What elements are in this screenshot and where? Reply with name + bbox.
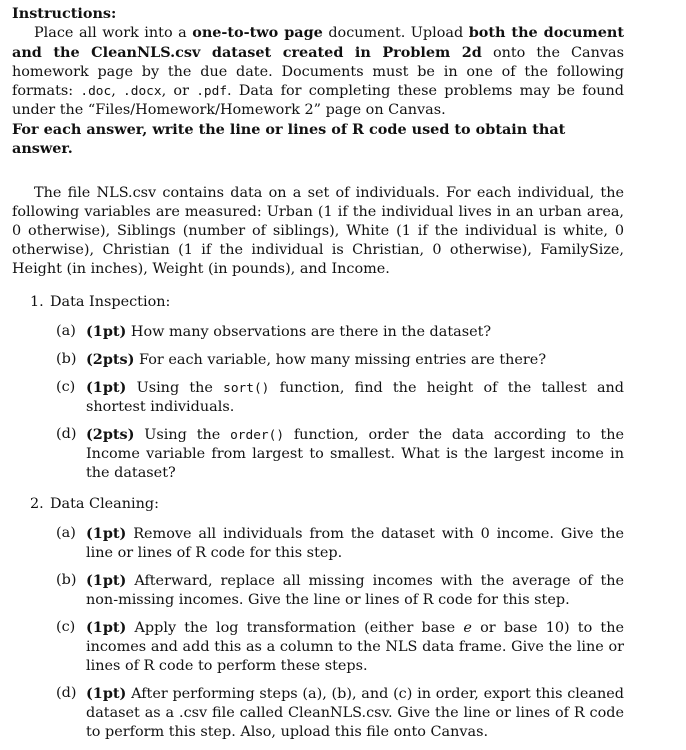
question-text: function, order the data according to the Income variable from largest to smallest. What is the largest income in the dataset? [86,427,625,482]
subproblem-list [30,322,624,483]
section-number: 2. [30,496,44,513]
points-label: (1pt) [86,379,127,397]
document-page [12,4,624,750]
section-title [30,293,624,312]
subproblem-text [86,425,624,483]
points-label: (1pt) [86,525,127,543]
subproblem-letter: (a) [56,525,76,542]
subproblem-text [86,524,624,563]
text-run: , [111,83,124,99]
subproblem-text [86,322,624,342]
question-text: Using the [144,427,231,444]
code-function: sort() [223,381,270,397]
points-label: (2pts) [86,426,135,444]
points-label: (2pts) [86,351,135,369]
subproblem-text [86,350,624,370]
question-text: Apply the log transformation (either base [134,620,464,637]
problem-list [12,293,624,742]
bold-run: one-to-two page [192,24,323,41]
format-pdf: .pdf [196,84,228,99]
subproblem [56,618,624,676]
section-heading: Data Inspection: [50,294,171,311]
question-text: How many observations are there in the dataset? [130,324,492,341]
text-run: onto the Canvas homework page by the due date. Documents must be in one of the following formats: [12,45,625,99]
subproblem-letter: (b) [56,351,77,368]
question-text: function, find the height of the tallest and shortest individuals. [86,380,625,416]
subproblem-letter: (c) [56,619,76,636]
subproblem [56,350,624,370]
subproblem-letter: (d) [56,685,77,702]
format-docx: .docx [123,84,162,99]
bold-run: both the document and the CleanNLS.csv dataset created in Problem 2d [12,24,625,61]
subproblem-text [86,571,624,610]
problem-section [12,495,624,742]
section-heading: Data Cleaning: [50,496,159,513]
subproblem-letter: (d) [56,426,77,443]
instructions-paragraph [12,23,624,120]
points-label: (1pt) [86,572,127,590]
points-label: (1pt) [86,685,127,703]
subproblem-letter: (b) [56,572,77,589]
question-text: For each variable, how many missing entries are there? [139,352,547,369]
text-run: Place all work into a [34,25,193,41]
text-run: document. Upload [322,25,469,41]
answer-instruction: For each answer, write the line or lines of R code used to obtain that answer. [12,121,566,157]
subproblem-letter: (c) [56,379,76,396]
text-run: , or [161,83,197,99]
question-text: Using the [136,380,224,397]
points-label: (1pt) [86,619,127,637]
subproblem [56,378,624,417]
question-text: Afterward, replace all missing incomes with the average of the non-missing incomes. Give the line or lines of R code for this step. [86,573,625,609]
subproblem [56,684,624,742]
subproblem [56,322,624,342]
question-text: or base 10) to the incomes and add this as a column to the NLS data frame. Give the line or lines of R code to perform these steps. [86,620,624,675]
points-label: (1pt) [86,323,127,341]
instructions-heading: Instructions: [12,5,117,22]
section-number: 1. [30,294,44,311]
subproblem-text [86,618,624,676]
subproblem [56,571,624,610]
text-run: . Data for completing these problems may be found under the “Files/Homework/Homework 2” page on Canvas. [12,83,624,118]
math-symbol: e [463,620,472,637]
format-doc: .doc [80,84,112,99]
question-text: After performing steps (a), (b), and (c) in order, export this cleaned dataset as a .csv file called CleanNLS.csv. Give the line or lines of R code to perform this step. Also, upload this file onto Canvas. [86,686,624,741]
question-text: Remove all individuals from the dataset with 0 income. Give the line or lines of R code for this step. [86,526,624,562]
dataset-description: The file NLS.csv contains data on a set of individuals. For each individual, the following variables are measured: Urban (1 if the individual lives in an urban area, 0 otherwise), Siblings (number of siblings), White (1 if the individual is white, 0 otherwise), Christian (1 if the individual is Christian, 0 otherwise), FamilySize, Height (in inches), Weight (in pounds), and Income. [12,185,624,277]
subproblem-text [86,684,624,742]
subproblem-text [86,378,624,417]
subproblem-letter: (a) [56,323,76,340]
section-title [30,495,624,514]
subproblem-list [30,524,624,742]
subproblem [56,425,624,483]
code-function: order() [230,428,285,444]
subproblem [56,524,624,563]
problem-section [12,293,624,483]
